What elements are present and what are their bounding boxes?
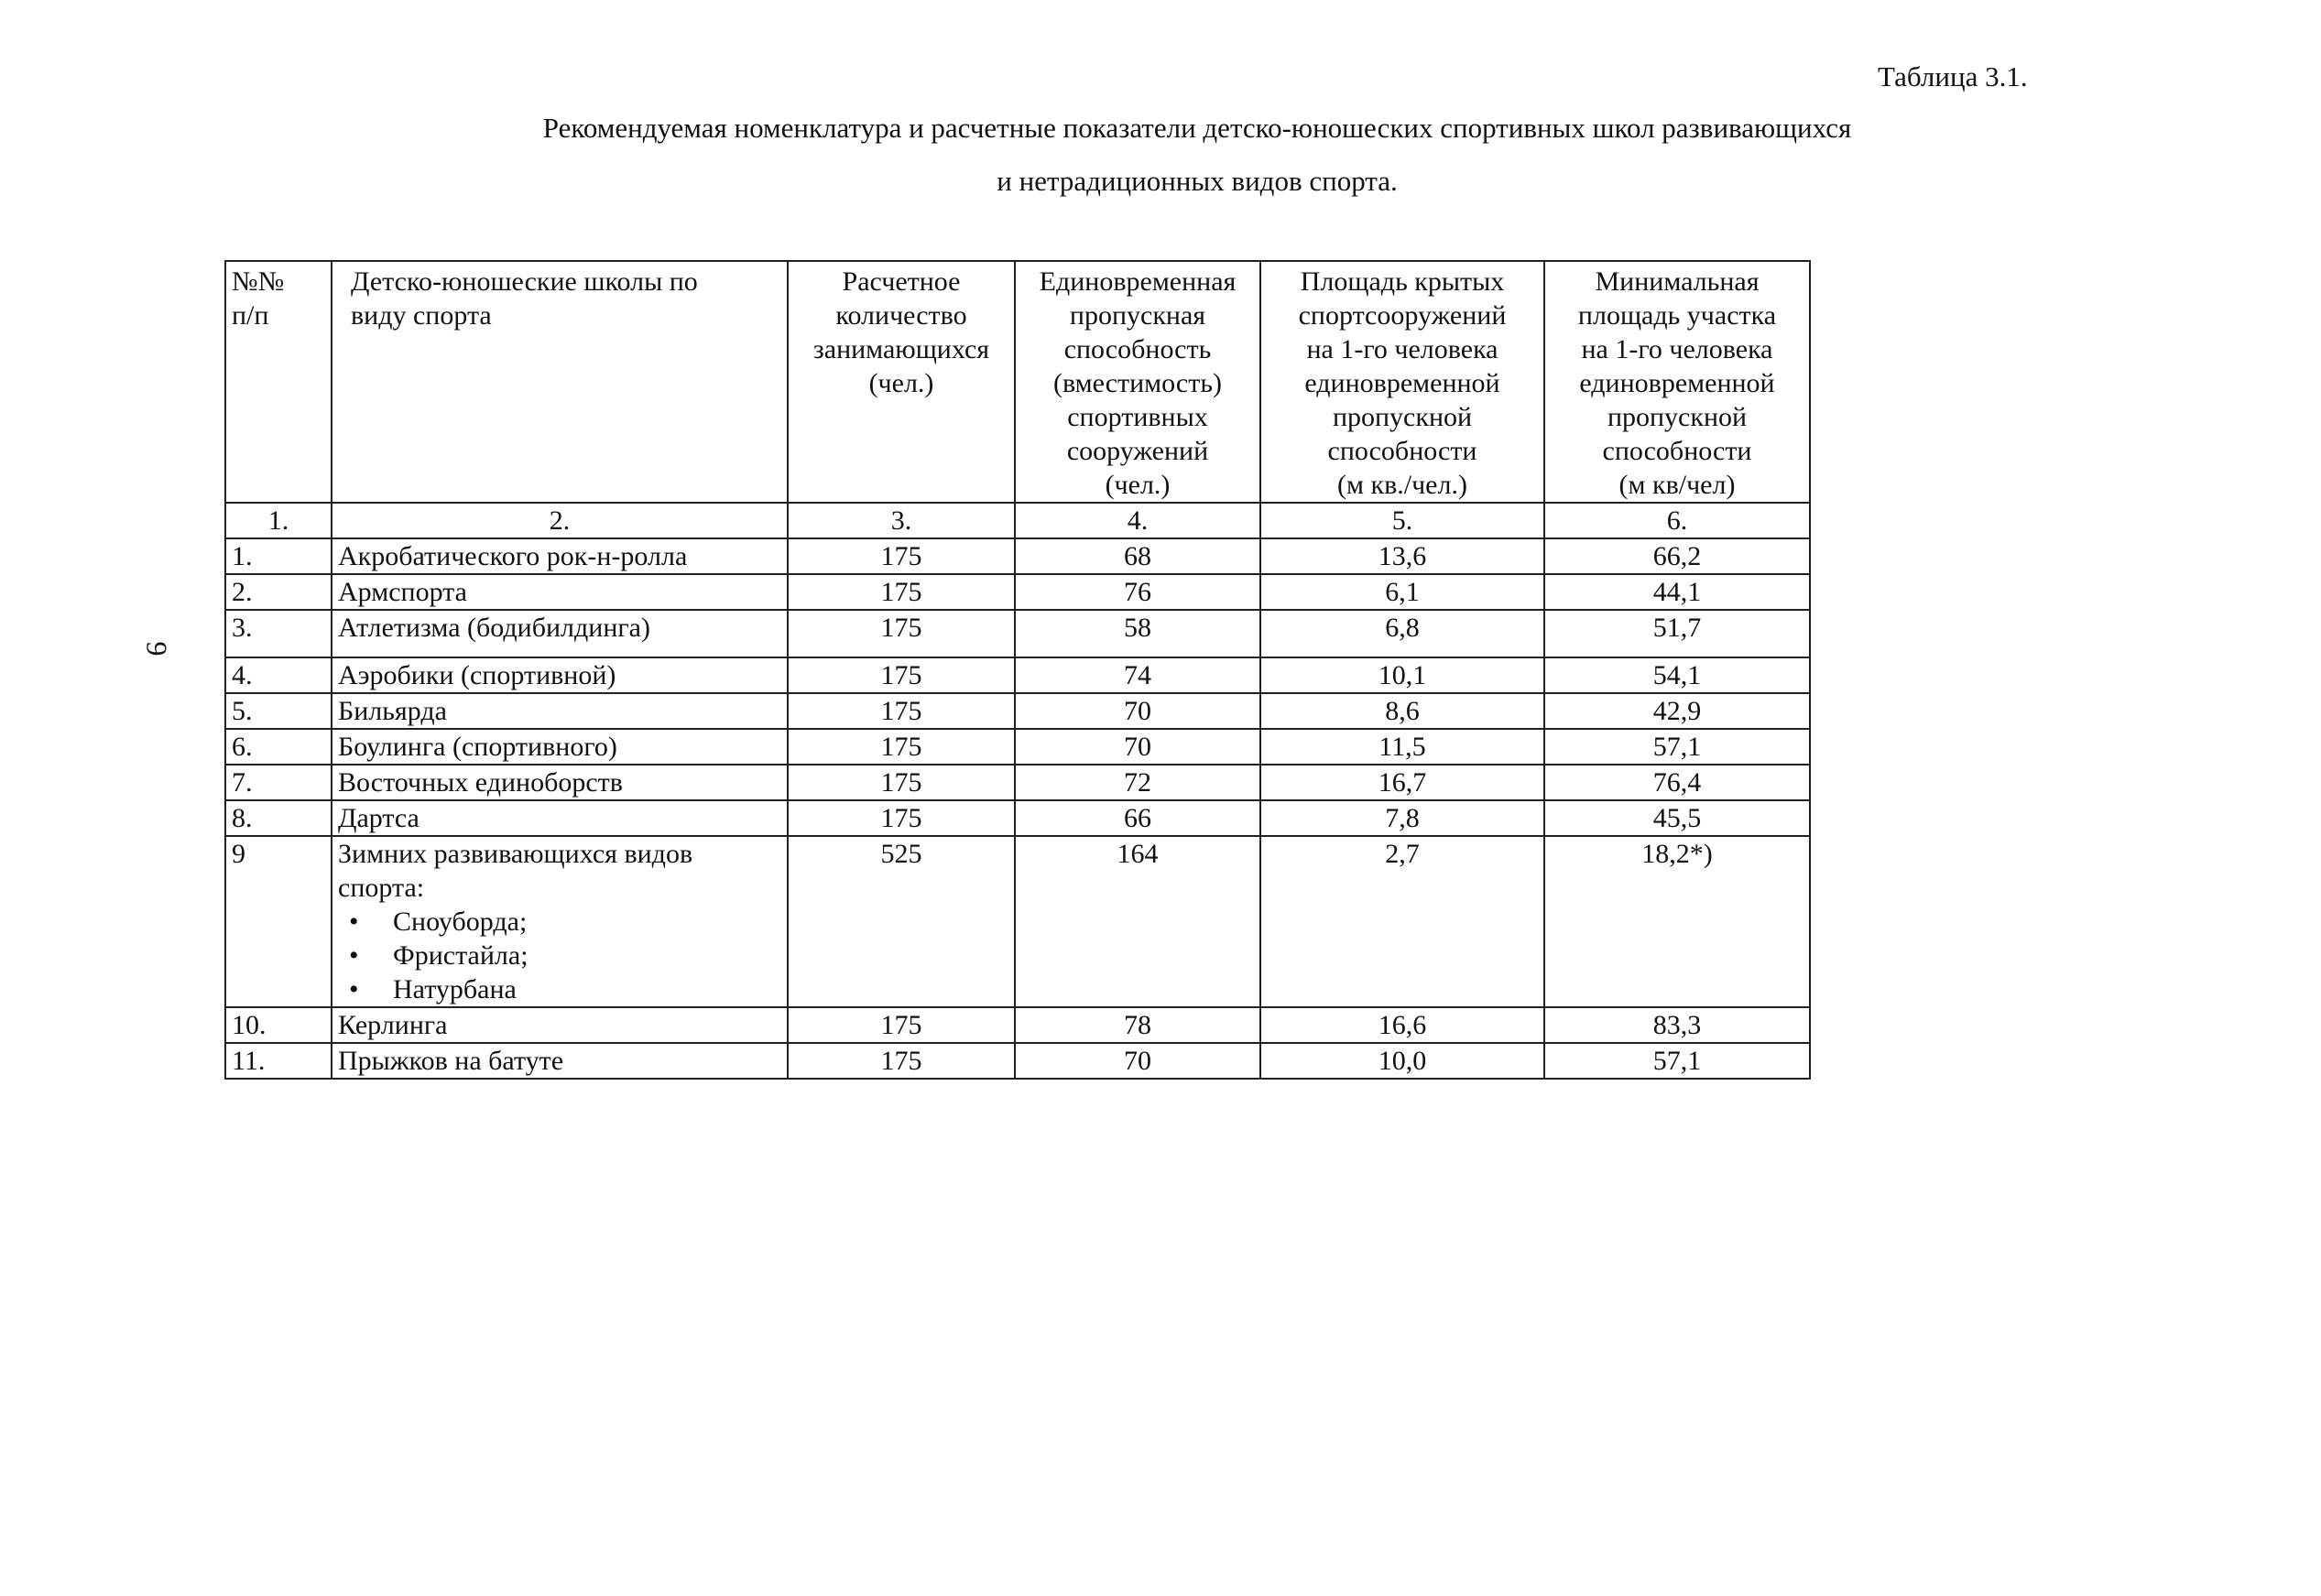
- cell-area: 10,1: [1260, 657, 1544, 693]
- cell-plot: 44,1: [1544, 574, 1810, 610]
- winter-sports-title: Зимних развивающихся видов спорта:: [338, 839, 693, 903]
- cell-capacity: 164: [1015, 836, 1260, 1007]
- table-row: [225, 1007, 1810, 1043]
- list-item: • Фристайла;: [338, 939, 781, 972]
- cell-area: 16,7: [1260, 765, 1544, 800]
- list-item: • Сноуборда;: [338, 905, 781, 939]
- table-row: [225, 693, 1810, 729]
- table-body: [225, 503, 1810, 1079]
- header-name: Детско-юношеские школы по виду спорта: [332, 261, 788, 503]
- cell-name: Боулинга (спортивного): [332, 729, 788, 765]
- cell-area: 13,6: [1260, 538, 1544, 574]
- cell-name: Керлинга: [332, 1007, 788, 1043]
- column-index: 4.: [1015, 503, 1260, 538]
- cell-name: Прыжков на батуте: [332, 1043, 788, 1079]
- table-row: [225, 574, 1810, 610]
- cell-qty: 175: [788, 657, 1015, 693]
- column-index: 3.: [788, 503, 1015, 538]
- cell-plot: 57,1: [1544, 1043, 1810, 1079]
- cell-num: 7.: [225, 765, 332, 800]
- table-row: [225, 657, 1810, 693]
- cell-qty: 175: [788, 574, 1015, 610]
- column-index: 6.: [1544, 503, 1810, 538]
- header-num: №№ п/п: [225, 261, 332, 503]
- cell-capacity: 68: [1015, 538, 1260, 574]
- cell-capacity: 78: [1015, 1007, 1260, 1043]
- table-caption-line-1: Рекомендуемая номенклатура и расчетные показатели детско-юношеских спортивных школ развивающихся: [542, 112, 1852, 144]
- cell-area: 6,8: [1260, 610, 1544, 657]
- cell-name: Армспорта: [332, 574, 788, 610]
- cell-plot: 18,2*): [1544, 836, 1810, 1007]
- cell-area: 16,6: [1260, 1007, 1544, 1043]
- table-row: [225, 729, 1810, 765]
- cell-num: 9: [225, 836, 332, 1007]
- cell-plot: 45,5: [1544, 800, 1810, 836]
- cell-area: 10,0: [1260, 1043, 1544, 1079]
- column-index: 5.: [1260, 503, 1544, 538]
- table-row: [225, 800, 1810, 836]
- cell-num: 6.: [225, 729, 332, 765]
- cell-qty: 175: [788, 1043, 1015, 1079]
- table-row: [225, 765, 1810, 800]
- header-row: [225, 261, 1810, 503]
- cell-name: [332, 836, 788, 1007]
- cell-plot: 66,2: [1544, 538, 1810, 574]
- cell-area: 6,1: [1260, 574, 1544, 610]
- cell-num: 5.: [225, 693, 332, 729]
- cell-capacity: 70: [1015, 729, 1260, 765]
- cell-capacity: 72: [1015, 765, 1260, 800]
- cell-qty: 175: [788, 1007, 1015, 1043]
- page-number: 9: [140, 641, 174, 657]
- cell-area: 11,5: [1260, 729, 1544, 765]
- sports-schools-table: [224, 260, 1811, 1080]
- cell-name: Акробатического рок-н-ролла: [332, 538, 788, 574]
- cell-plot: 54,1: [1544, 657, 1810, 693]
- header-capacity: Единовременная пропускная способность (вместимость) спортивных сооружений (чел.): [1015, 261, 1260, 503]
- column-index: 1.: [225, 503, 332, 538]
- table-number: Таблица 3.1.: [1878, 60, 2028, 92]
- header-area: Площадь крытых спортсооружений на 1-го человека единовременной пропускной способности (м кв./чел.): [1260, 261, 1544, 503]
- column-index-row: [225, 503, 1810, 538]
- cell-qty: 175: [788, 538, 1015, 574]
- cell-num: 1.: [225, 538, 332, 574]
- cell-plot: 76,4: [1544, 765, 1810, 800]
- cell-name: Дартса: [332, 800, 788, 836]
- table-row-winter-sports: [225, 836, 1810, 1007]
- cell-plot: 42,9: [1544, 693, 1810, 729]
- cell-qty: 525: [788, 836, 1015, 1007]
- table-row: [225, 1043, 1810, 1079]
- cell-capacity: 70: [1015, 1043, 1260, 1079]
- column-index: 2.: [332, 503, 788, 538]
- cell-capacity: 66: [1015, 800, 1260, 836]
- list-item: • Натурбана: [338, 972, 781, 1006]
- cell-num: 8.: [225, 800, 332, 836]
- table-row: [225, 610, 1810, 657]
- cell-name: Восточных единоборств: [332, 765, 788, 800]
- table-caption-line-2: и нетрадиционных видов спорта.: [997, 165, 1398, 197]
- cell-num: 10.: [225, 1007, 332, 1043]
- cell-area: 8,6: [1260, 693, 1544, 729]
- cell-name: Атлетизма (бодибилдинга): [332, 610, 788, 657]
- table-row: [225, 538, 1810, 574]
- header-plot: Минимальная площадь участка на 1-го человека единовременной пропускной способности (м кв/чел): [1544, 261, 1810, 503]
- cell-num: 11.: [225, 1043, 332, 1079]
- cell-qty: 175: [788, 693, 1015, 729]
- cell-plot: 51,7: [1544, 610, 1810, 657]
- cell-capacity: 74: [1015, 657, 1260, 693]
- cell-qty: 175: [788, 765, 1015, 800]
- cell-plot: 57,1: [1544, 729, 1810, 765]
- cell-area: 7,8: [1260, 800, 1544, 836]
- cell-area: 2,7: [1260, 836, 1544, 1007]
- winter-sports-list: [338, 905, 781, 1006]
- cell-plot: 83,3: [1544, 1007, 1810, 1043]
- cell-num: 3.: [225, 610, 332, 657]
- cell-name: Бильярда: [332, 693, 788, 729]
- header-qty: Расчетное количество занимающихся (чел.): [788, 261, 1015, 503]
- cell-qty: 175: [788, 610, 1015, 657]
- cell-capacity: 76: [1015, 574, 1260, 610]
- cell-qty: 175: [788, 729, 1015, 765]
- cell-capacity: 58: [1015, 610, 1260, 657]
- cell-num: 4.: [225, 657, 332, 693]
- cell-num: 2.: [225, 574, 332, 610]
- cell-qty: 175: [788, 800, 1015, 836]
- cell-name: Аэробики (спортивной): [332, 657, 788, 693]
- cell-capacity: 70: [1015, 693, 1260, 729]
